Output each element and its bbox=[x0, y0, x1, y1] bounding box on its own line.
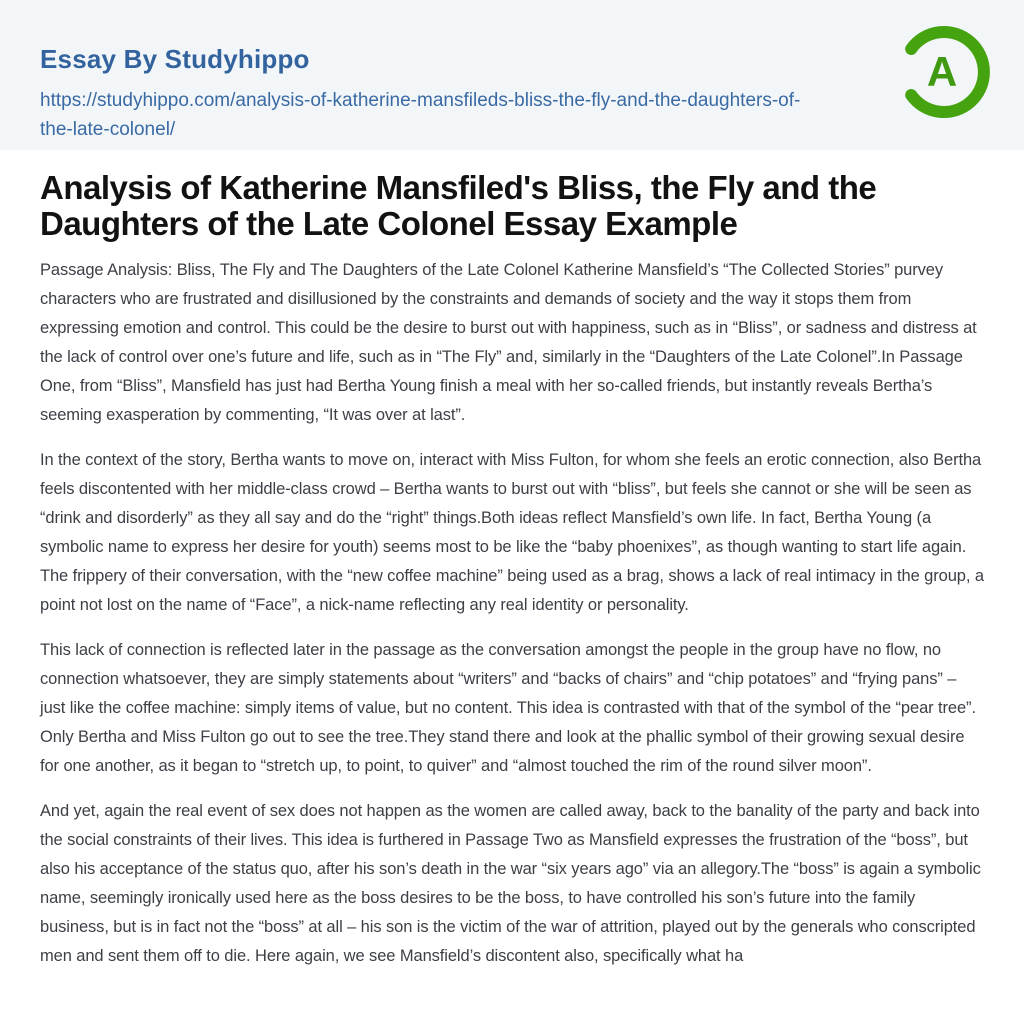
essay-paragraph-2: In the context of the story, Bertha wants to move on, interact with Miss Fulton, for whom she feels an erotic connection, also Bertha feels discontented with her middle-class crowd – Bertha wants to burst out with “bliss”, but feels she cannot or she will be seen as “drink and disorderly” as they all say and do the “right” things.Both ideas reflect Mansfield’s own life. In fact, Bertha Young (a symbolic name to express her desire for youth) seems most to be like the “baby phoenixes”, as though wanting to start life again. The frippery of their conversation, with the “new coffee machine” being used as a brag, shows a lack of real intimacy in the group, a point not lost on the name of “Face”, a nick-name reflecting any real identity or personality. bbox=[40, 451, 984, 614]
essay-title: Analysis of Katherine Mansfiled's Bliss, the Fly and the Daughters of the Late Colonel Essay Example bbox=[40, 169, 877, 242]
page-header bbox=[0, 0, 1024, 150]
site-title: Essay By Studyhippo bbox=[40, 44, 310, 74]
studyhippo-logo-icon bbox=[896, 24, 992, 120]
studyhippo-logo[interactable] bbox=[896, 24, 992, 120]
essay-content bbox=[0, 150, 1024, 971]
page-url-link[interactable]: https://studyhippo.com/analysis-of-katherine-mansfileds-bliss-the-fly-and-the-daughters-of-the-late-colonel/ bbox=[40, 90, 801, 140]
essay-paragraph-3: This lack of connection is reflected later in the passage as the conversation amongst the people in the group have no flow, no connection whatsoever, they are simply statements about “writers” and “backs of chairs” and “chip potatoes” and “frying pans” – just like the coffee machine: simply items of value, but no content. This idea is contrasted with that of the symbol of the “pear tree”. Only Bertha and Miss Fulton go out to see the tree.They stand there and look at the phallic symbol of their growing sexual desire for one another, as it began to “stretch up, to point, to quiver” and “almost touched the rim of the round silver moon”. bbox=[40, 641, 976, 775]
essay-paragraph-1: Passage Analysis: Bliss, The Fly and The Daughters of the Late Colonel Katherine Mansfield’s “The Collected Stories” purvey characters who are frustrated and disillusioned by the constraints and demands of society and the way it stops them from expressing emotion and control. This could be the desire to burst out with happiness, such as in “Bliss”, or sadness and distress at the lack of control over one’s future and life, such as in “The Fly” and, similarly in the “Daughters of the Late Colonel”.In Passage One, from “Bliss”, Mansfield has just had Bertha Young finish a meal with her so-called friends, but instantly reveals Bertha’s seeming exasperation by commenting, “It was over at last”. bbox=[40, 261, 977, 424]
essay-paragraph-4: And yet, again the real event of sex does not happen as the women are called away, back to the banality of the party and back into the social constraints of their lives. This idea is furthered in Passage Two as Mansfield expresses the frustration of the “boss”, but also his acceptance of the status quo, after his son’s death in the war “six years ago” via an allegory.The “boss” is again a symbolic name, seemingly ironically used here as the boss desires to be the boss, to have controlled his son’s future into the family business, but is in fact not the “boss” at all – his son is the victim of the war of attrition, played out by the generals who conscripted men and sent them off to die. Here again, we see Mansfield’s discontent also, specifically what ha bbox=[40, 802, 981, 965]
logo-letter: A bbox=[926, 48, 958, 95]
